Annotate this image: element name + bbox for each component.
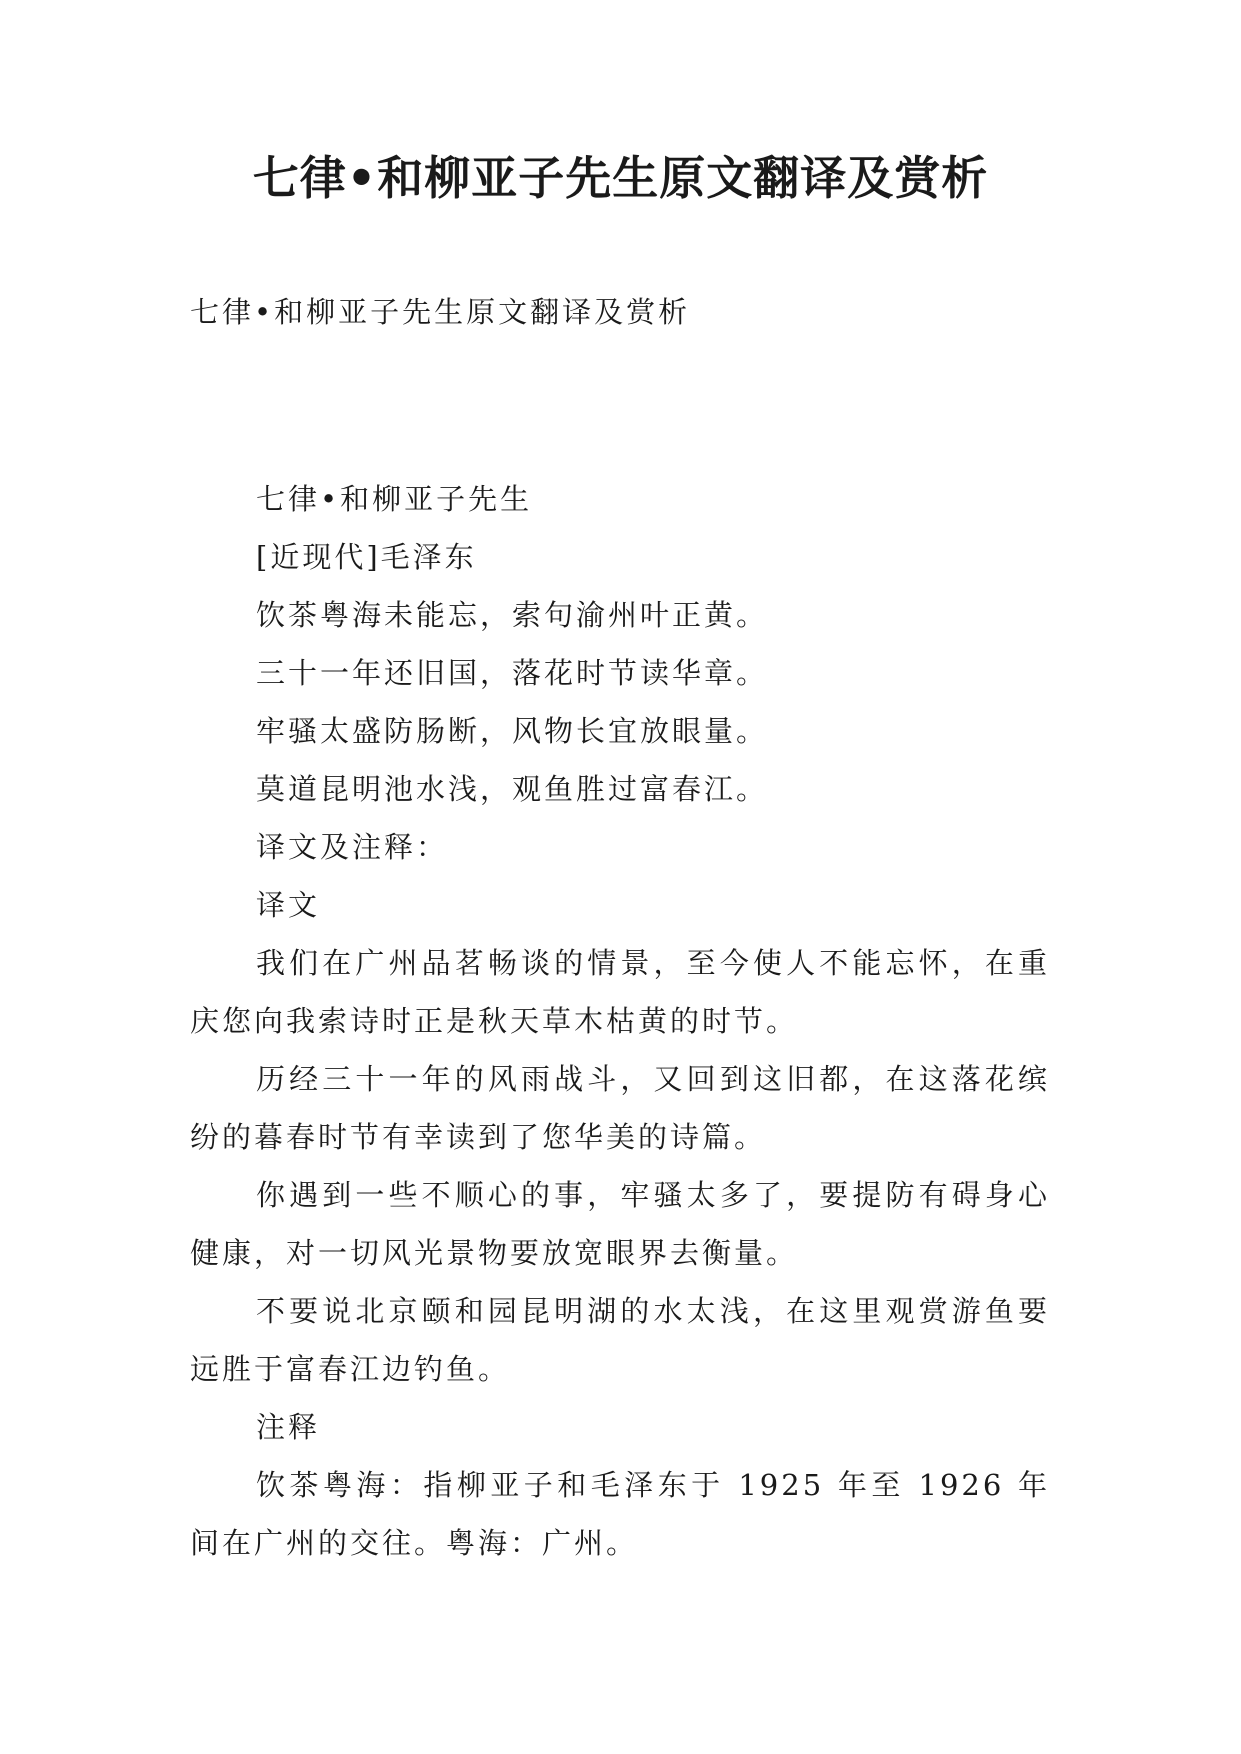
poem-line: 牢骚太盛防肠断，风物长宜放眼量。 [256,714,769,748]
translation-paragraph: 不要说北京颐和园昆明湖的水太浅，在这里观赏游鱼要远胜于富春江边钓鱼。 [190,1294,1050,1386]
notes-heading: 注释 [256,1410,321,1444]
translation-paragraph: 历经三十一年的风雨战斗，又回到这旧都，在这落花缤纷的暮春时节有幸读到了您华美的诗篇。 [190,1062,1050,1154]
translation-notes-heading: 译文及注释： [256,830,449,864]
document-subtitle: 七律•和柳亚子先生原文翻译及赏析 [190,295,691,329]
translation-paragraph: 你遇到一些不顺心的事，牢骚太多了，要提防有碍身心健康，对一切风光景物要放宽眼界去衡量。 [190,1178,1050,1270]
document-body [190,470,1050,1572]
poem-line: 莫道昆明池水浅，观鱼胜过富春江。 [256,772,769,806]
translation-heading: 译文 [256,888,321,922]
note-paragraph: 饮茶粤海：指柳亚子和毛泽东于 1925 年至 1926 年间在广州的交往。粤海：广州。 [190,1468,1050,1560]
translation-paragraph: 我们在广州品茗畅谈的情景，至今使人不能忘怀，在重庆您向我索诗时正是秋天草木枯黄的时节。 [190,946,1050,1038]
poem-line: 三十一年还旧国，落花时节读华章。 [256,656,769,690]
poem-line: 饮茶粤海未能忘，索句渝州叶正黄。 [256,598,769,632]
poem-title: 七律•和柳亚子先生 [256,482,533,516]
document-title: 七律•和柳亚子先生原文翻译及赏析 [252,151,989,205]
poem-author: [近现代]毛泽东 [256,540,477,574]
